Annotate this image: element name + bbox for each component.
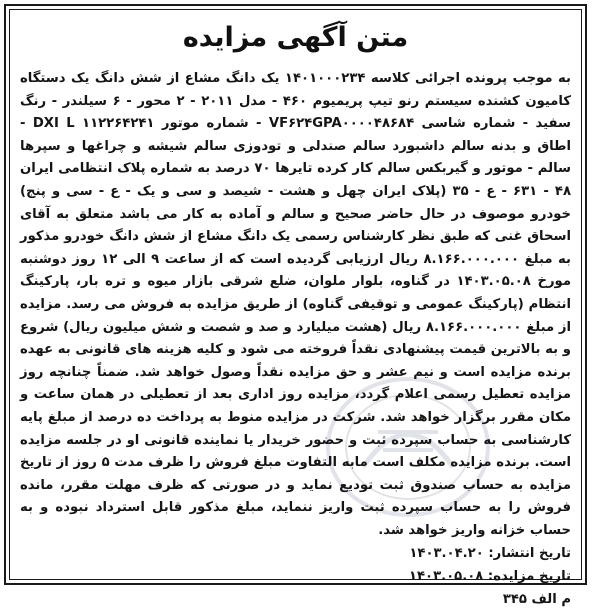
notice-paragraph: به موجب پرونده اجرائی کلاسه ۱۴۰۱۰۰۰۲۳۴ یک دانگ مشاع از شش دانگ یک دستگاه کامیون کشنده سیستم رنو تیپ پریمیوم ۴۶۰ - مدل ۲۰۱۱ - ۲ محور - ۶ سیلندر - رنگ سفید - شماره شاسی VF۶۲۴GPA۰۰۰۰۴۸۶۸۴ - شماره موتور DXI L ۱۱۲۲۶۴۲۴۱ - اطاق و بدنه سالم داشبورد سالم صندلی و تودوزی سالم شیشه و چراغها و سپرها سالم - موتور و گیربکس سالم کار کرده تایرها ۷۰ درصد به شماره پلاک انتظامی ایران ۴۸ - ۶۳۱ - ع - ۳۵ (پلاک ایران چهل و هشت - شیصد و سی و یک - ع - سی و پنج) خودرو موصوف در حال حاضر صحیح و سالم و آماده به کار می باشد متعلق به آقای اسحاق غنی که طبق نظر کارشناس رسمی یک دانگ مشاع از شش دانگ خودرو مذکور به مبلغ ۸.۱۶۶.۰۰۰.۰۰۰ ریال ارزیابی گردیده است که از ساعت ۹ الی ۱۲ روز دوشنبه مورخ ۱۴۰۳.۰۵.۰۸ در گناوه، بلوار ملوان، ضلع شرقی بازار میوه و تره بار، پارکینگ انتظام (پارکینگ عمومی و توقیفی گناوه) از طریق مزایده به فروش می رسد. مزایده از مبلغ ۸.۱۶۶.۰۰۰.۰۰۰ ریال (هشت میلیارد و صد و شصت و شش میلیون ریال) شروع و به بالاترین قیمت پیشنهادی نقداً فروخته می شود و کلیه هزینه های قانونی به عهده برنده مزایده است و نیم عشر و حق مزایده نقداً وصول خواهد شد. ضمناً چنانچه روز مزایده تعطیل رسمی اعلام گردد، مزایده روز اداری بعد از تعطیلی در همان ساعت و مکان مقرر برگزار خواهد شد. شرکت در مزایده منوط به پرداخت ده درصد از مبلغ پایه کارشناسی به حساب سپرده ثبت و حضور خریدار یا نماینده قانونی او در جلسه مزایده است. برنده مزایده مکلف است مابه التفاوت مبلغ فروش را ظرف مدت ۵ روز از تاریخ مزایده به حساب صندوق ثبت تودیع نماید و در صورتی که ظرف مهلت مقرر، مانده فروش را به حساب سپرده ثبت واریز ننماید، مبلغ مذکور قابل استرداد نبوده و به حساب خزانه واریز خواهد شد.	[20, 71, 572, 538]
notice-inner-border	[9, 9, 582, 607]
notice-frame	[4, 4, 587, 607]
auction-date: تاریخ مزایده: ۱۴۰۳.۰۵.۰۸	[408, 569, 571, 585]
notice-body	[20, 68, 572, 607]
reference-code: م الف ۳۴۵	[502, 591, 571, 607]
publish-date: تاریخ انتشار: ۱۴۰۳.۰۴.۲۰	[409, 546, 571, 562]
notice-meta	[20, 543, 571, 611]
notice-title: متن آگهی مزایده	[182, 22, 409, 53]
